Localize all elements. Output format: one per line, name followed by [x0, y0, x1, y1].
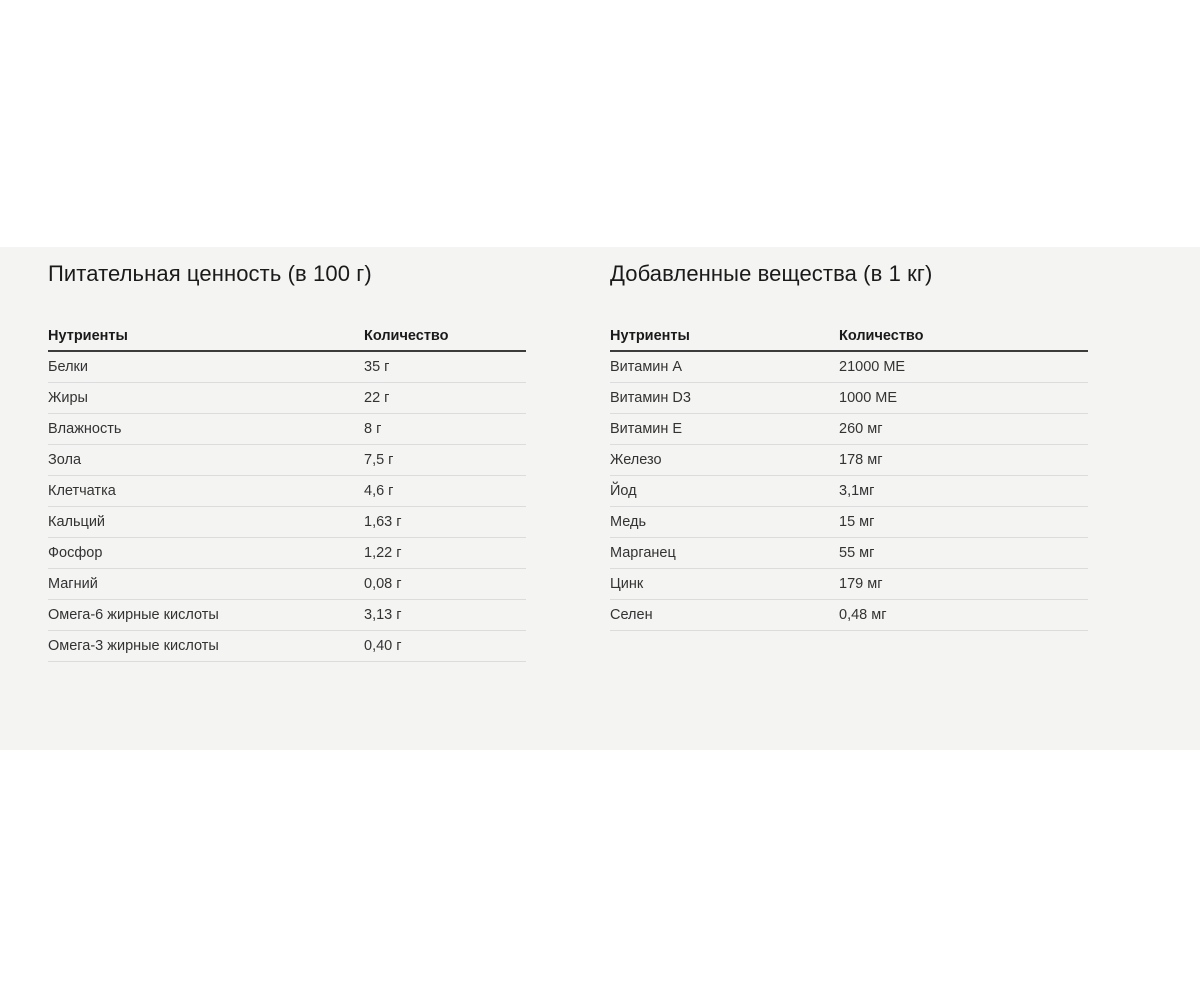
table-row	[610, 383, 1088, 414]
table-row	[48, 569, 526, 600]
table-header-row	[610, 322, 1088, 351]
nutrient-name: Железо	[610, 445, 839, 476]
table-header-row	[48, 322, 526, 351]
nutrient-name: Фосфор	[48, 538, 364, 569]
nutrient-amount: 4,6 г	[364, 476, 526, 507]
header-nutrients: Нутриенты	[48, 322, 364, 351]
table-row	[610, 476, 1088, 507]
table-row	[48, 600, 526, 631]
nutrient-amount: 15 мг	[839, 507, 1088, 538]
nutrient-amount: 3,13 г	[364, 600, 526, 631]
nutrient-name: Витамин А	[610, 351, 839, 383]
table-row	[48, 351, 526, 383]
nutrient-name: Цинк	[610, 569, 839, 600]
table-row	[48, 631, 526, 662]
nutrient-amount: 179 мг	[839, 569, 1088, 600]
table-row	[610, 538, 1088, 569]
additives-title: Добавленные вещества (в 1 кг)	[610, 261, 933, 286]
table-row	[610, 351, 1088, 383]
nutrient-name: Витамин Е	[610, 414, 839, 445]
additives-table-body	[610, 351, 1088, 631]
table-row	[48, 507, 526, 538]
table-row	[610, 600, 1088, 631]
additives-table	[610, 322, 1088, 631]
nutrition-title: Питательная ценность (в 100 г)	[48, 261, 372, 286]
nutrient-amount: 21000 МЕ	[839, 351, 1088, 383]
header-amount: Количество	[839, 322, 1088, 351]
nutrient-amount: 7,5 г	[364, 445, 526, 476]
table-row	[610, 414, 1088, 445]
header-amount: Количество	[364, 322, 526, 351]
nutrient-name: Марганец	[610, 538, 839, 569]
nutrient-amount: 8 г	[364, 414, 526, 445]
nutrient-name: Зола	[48, 445, 364, 476]
nutrition-info-section	[0, 247, 1200, 750]
nutrient-name: Магний	[48, 569, 364, 600]
nutrient-amount: 0,40 г	[364, 631, 526, 662]
table-row	[48, 476, 526, 507]
table-row	[48, 383, 526, 414]
nutrient-amount: 55 мг	[839, 538, 1088, 569]
nutrient-name: Влажность	[48, 414, 364, 445]
nutrient-name: Клетчатка	[48, 476, 364, 507]
nutrient-name: Омега-3 жирные кислоты	[48, 631, 364, 662]
nutrient-amount: 1000 МЕ	[839, 383, 1088, 414]
nutrient-amount: 1,22 г	[364, 538, 526, 569]
table-row	[48, 445, 526, 476]
nutrient-name: Витамин D3	[610, 383, 839, 414]
nutrient-name: Жиры	[48, 383, 364, 414]
nutrient-amount: 0,48 мг	[839, 600, 1088, 631]
nutrient-amount: 22 г	[364, 383, 526, 414]
nutrient-name: Медь	[610, 507, 839, 538]
nutrient-amount: 3,1мг	[839, 476, 1088, 507]
nutrient-name: Йод	[610, 476, 839, 507]
nutrient-amount: 1,63 г	[364, 507, 526, 538]
nutrient-name: Омега-6 жирные кислоты	[48, 600, 364, 631]
table-row	[48, 538, 526, 569]
table-row	[610, 507, 1088, 538]
nutrient-amount: 35 г	[364, 351, 526, 383]
nutrient-name: Кальций	[48, 507, 364, 538]
table-row	[610, 569, 1088, 600]
header-nutrients: Нутриенты	[610, 322, 839, 351]
nutrition-table-body	[48, 351, 526, 662]
nutrient-amount: 178 мг	[839, 445, 1088, 476]
nutrient-name: Белки	[48, 351, 364, 383]
table-row	[610, 445, 1088, 476]
nutrient-name: Селен	[610, 600, 839, 631]
table-row	[48, 414, 526, 445]
nutrient-amount: 0,08 г	[364, 569, 526, 600]
nutrient-amount: 260 мг	[839, 414, 1088, 445]
nutrition-table	[48, 322, 526, 662]
